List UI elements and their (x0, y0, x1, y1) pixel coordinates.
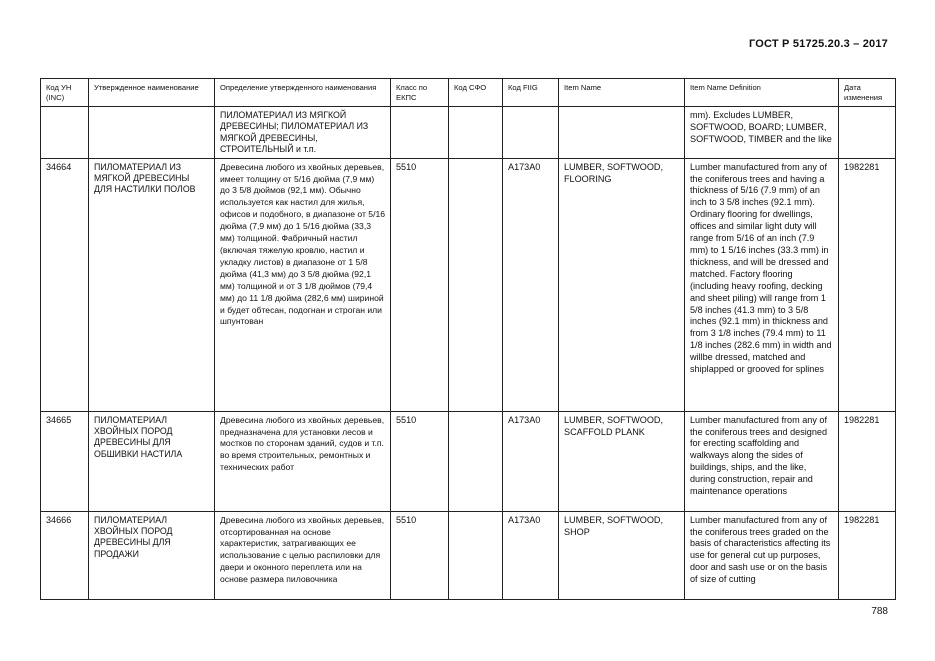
cell-ekps: 5510 (391, 511, 449, 599)
cell-date: 1982281 (839, 158, 896, 411)
col-header-sfo: Код СФО (449, 79, 503, 107)
cell-sfo (449, 411, 503, 511)
cell-definition: Древесина любого из хвойных деревьев, предназначена для установки лесов и мостков по сторонам зданий, судов и т.п. во время строительных, ремонтных и технических работ (215, 411, 391, 511)
cell-sfo (449, 107, 503, 159)
cell-name (89, 107, 215, 159)
cell-definition: Древесина любого из хвойных деревьев, имеет толщину от 5/16 дюйма (7,9 мм) до 3 5/8 дюймов (92,1 мм). Обычно используется как настил для жилья, офисов и подобного, в диапазоне от 5/16 дюйма (7,9 мм) до 1 5/16 дюйма (33,3 мм) толщиной. Фабричный настил (включая тяжелую кровлю, настил и укладку листов) в диапазоне от 1 5/8 дюйма (41,3 мм) до 3 5/8 дюйма (92,1 мм) толщиной и от 3 1/8 дюймов (79,4 мм) до 11 1/8 дюйма (282,6 мм) шириной и будет обтесан, подогнан и строган или шпунтован (215, 158, 391, 411)
cell-inc: 34665 (41, 411, 89, 511)
cell-item-definition: Lumber manufactured from any of the coniferous trees and having a thickness of 5/16 (7.9 mm) of an inch to 3 5/8 inches (92.1 mm). Ordinary flooring for dwellings, offices and similar light duty will range from 5/16 of an inch (7.9 mm) to 1 5/16 inches (33.3 mm) in thickness, and will be dressed and matched. Factory flooring (including heavy roofing, decking and sheet piling) will range from 1 5/8 inches (41.3 mm) to 3 5/8 inches (92.1 mm) in thickness and from 3 1/8 inches (79.4 mm) to 11 1/8 inches (282.6 mm) in width and willbe dressed, matched and shiplapped or grooved for splines (685, 158, 839, 411)
cell-ekps: 5510 (391, 411, 449, 511)
col-header-item-definition: Item Name Definition (685, 79, 839, 107)
cell-inc: 34664 (41, 158, 89, 411)
col-header-item-name: Item Name (559, 79, 685, 107)
cell-ekps: 5510 (391, 158, 449, 411)
cell-fiig (503, 107, 559, 159)
cell-item-name: LUMBER, SOFTWOOD, SCAFFOLD PLANK (559, 411, 685, 511)
cell-sfo (449, 511, 503, 599)
cell-definition: ПИЛОМАТЕРИАЛ ИЗ МЯГКОЙ ДРЕВЕСИНЫ; ПИЛОМАТЕРИАЛ ИЗ МЯГКОЙ ДРЕВЕСИНЫ, СТРОИТЕЛЬНЫЙ и т.п. (215, 107, 391, 159)
cell-item-name: LUMBER, SOFTWOOD, FLOORING (559, 158, 685, 411)
cell-date: 1982281 (839, 511, 896, 599)
cell-sfo (449, 158, 503, 411)
table-row (41, 511, 896, 599)
items-table (40, 78, 896, 600)
cell-fiig: A173A0 (503, 158, 559, 411)
cell-date: 1982281 (839, 411, 896, 511)
cell-inc: 34666 (41, 511, 89, 599)
table-row (41, 107, 896, 159)
cell-name: ПИЛОМАТЕРИАЛ ХВОЙНЫХ ПОРОД ДРЕВЕСИНЫ ДЛЯ ОБШИВКИ НАСТИЛА (89, 411, 215, 511)
cell-item-definition: Lumber manufactured from any of the coniferous trees and designed for erecting scaffolding and walkways along the sides of buildings, ships, and the like, during construction, repair and maintenance operations (685, 411, 839, 511)
table-row (41, 158, 896, 411)
cell-item-definition: mm). Excludes LUMBER, SOFTWOOD, BOARD; LUMBER, SOFTWOOD, TIMBER and the like (685, 107, 839, 159)
cell-fiig: A173A0 (503, 511, 559, 599)
table-row (41, 411, 896, 511)
cell-item-name: LUMBER, SOFTWOOD, SHOP (559, 511, 685, 599)
col-header-name: Утвержденное наименование (89, 79, 215, 107)
col-header-definition: Определение утвержденного наименования (215, 79, 391, 107)
cell-ekps (391, 107, 449, 159)
document-header: ГОСТ Р 51725.20.3 – 2017 (748, 38, 888, 50)
page-number: 788 (871, 606, 888, 617)
col-header-date: Дата изменения (839, 79, 896, 107)
cell-definition: Древесина любого из хвойных деревьев, отсортированная на основе характеристик, затрагивающих ее использование с целью распиловки для двери и оконного переплета или на основе размера пиловочника (215, 511, 391, 599)
cell-name: ПИЛОМАТЕРИАЛ ХВОЙНЫХ ПОРОД ДРЕВЕСИНЫ ДЛЯ ПРОДАЖИ (89, 511, 215, 599)
cell-inc (41, 107, 89, 159)
col-header-fiig: Код FIIG (503, 79, 559, 107)
cell-fiig: A173A0 (503, 411, 559, 511)
col-header-inc: Код УН (INC) (41, 79, 89, 107)
cell-date (839, 107, 896, 159)
cell-name: ПИЛОМАТЕРИАЛ ИЗ МЯГКОЙ ДРЕВЕСИНЫ ДЛЯ НАСТИЛКИ ПОЛОВ (89, 158, 215, 411)
cell-item-name (559, 107, 685, 159)
cell-item-definition: Lumber manufactured from any of the coniferous trees graded on the basis of characteristics affecting its use for general cut up purposes, door and sash use or on the basis of size of cutting (685, 511, 839, 599)
col-header-ekps: Класс по ЕКПС (391, 79, 449, 107)
header-row (41, 79, 896, 107)
